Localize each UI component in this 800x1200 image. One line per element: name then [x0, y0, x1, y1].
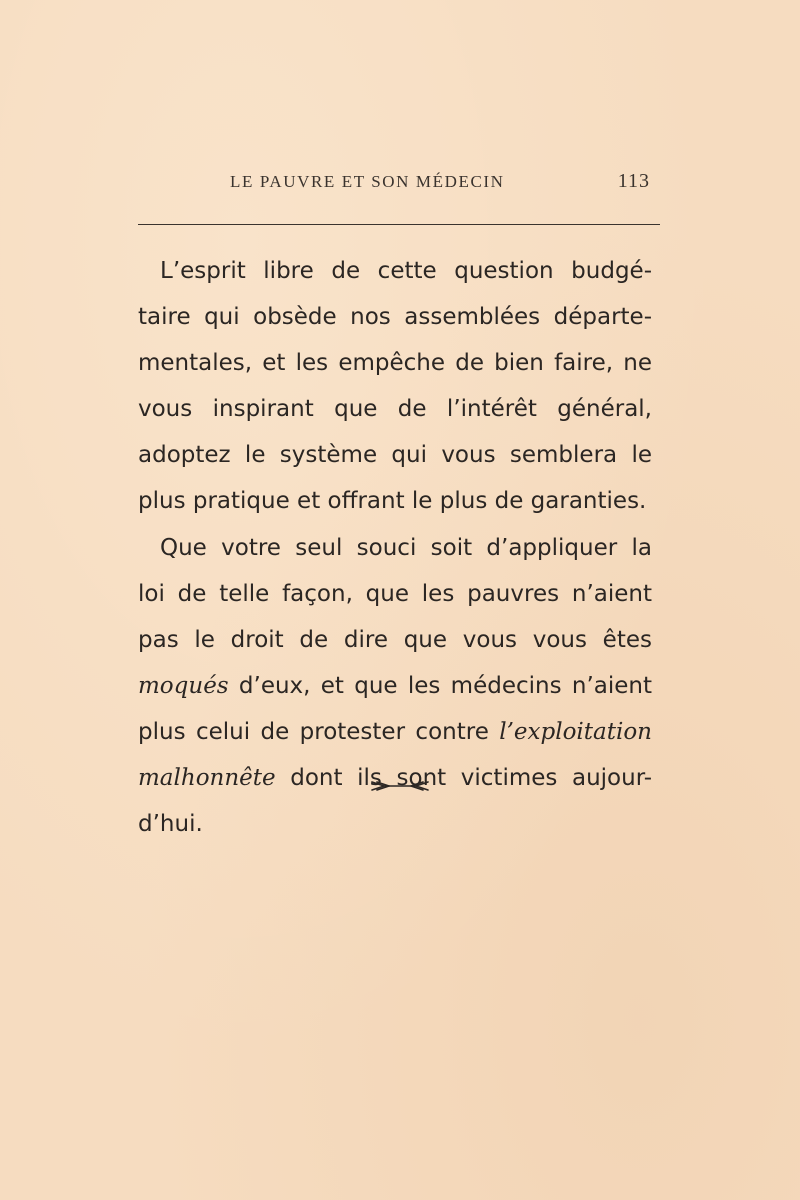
text-line — [138, 617, 652, 663]
text-line — [138, 294, 652, 340]
text-run: d’eux, et que les médecins n’aient — [228, 672, 652, 699]
page-number: 113 — [617, 170, 650, 192]
text-run: vous inspirant que de l’intérêt général, — [138, 396, 652, 423]
italic-text: moqués — [138, 672, 229, 699]
text-run: dont ils sont victimes aujour- — [275, 765, 652, 792]
header-rule — [138, 224, 660, 225]
text-line — [138, 709, 652, 755]
text-line — [138, 340, 652, 386]
text-run: Que votre seul souci soit d’appliquer la — [160, 534, 652, 561]
text-run: plus celui de protester contre — [138, 718, 500, 745]
italic-text: malhonnête — [138, 765, 276, 792]
running-title: LE PAUVRE ET SON MÉDECIN — [230, 172, 505, 191]
running-head — [138, 172, 654, 202]
text-line — [138, 432, 652, 478]
text-run: pas le droit de dire que vous vous êtes — [138, 626, 652, 653]
text-run: L’esprit libre de cette question budgé- — [160, 258, 652, 284]
text-line — [138, 571, 652, 617]
text-line — [138, 478, 652, 524]
tailpiece-ornament-icon — [370, 776, 430, 796]
paragraph — [138, 248, 652, 525]
text-run: plus pratique et offrant le plus de garanties. — [138, 488, 647, 515]
paragraph — [138, 525, 652, 848]
text-line — [138, 801, 652, 847]
text-run: d’hui. — [138, 811, 203, 838]
text-run: taire qui obsède nos assemblées départe- — [138, 304, 652, 331]
text-run: mentales, et les empêche de bien faire, ne — [138, 350, 652, 377]
text-line — [138, 663, 652, 709]
text-line — [138, 248, 652, 294]
text-line — [138, 525, 652, 571]
body-text — [138, 248, 652, 847]
text-run: adoptez le système qui vous semblera le — [138, 442, 652, 469]
text-line — [138, 386, 652, 432]
italic-text: l’exploitation — [499, 718, 652, 745]
text-run: loi de telle façon, que les pauvres n’aient — [138, 580, 652, 607]
